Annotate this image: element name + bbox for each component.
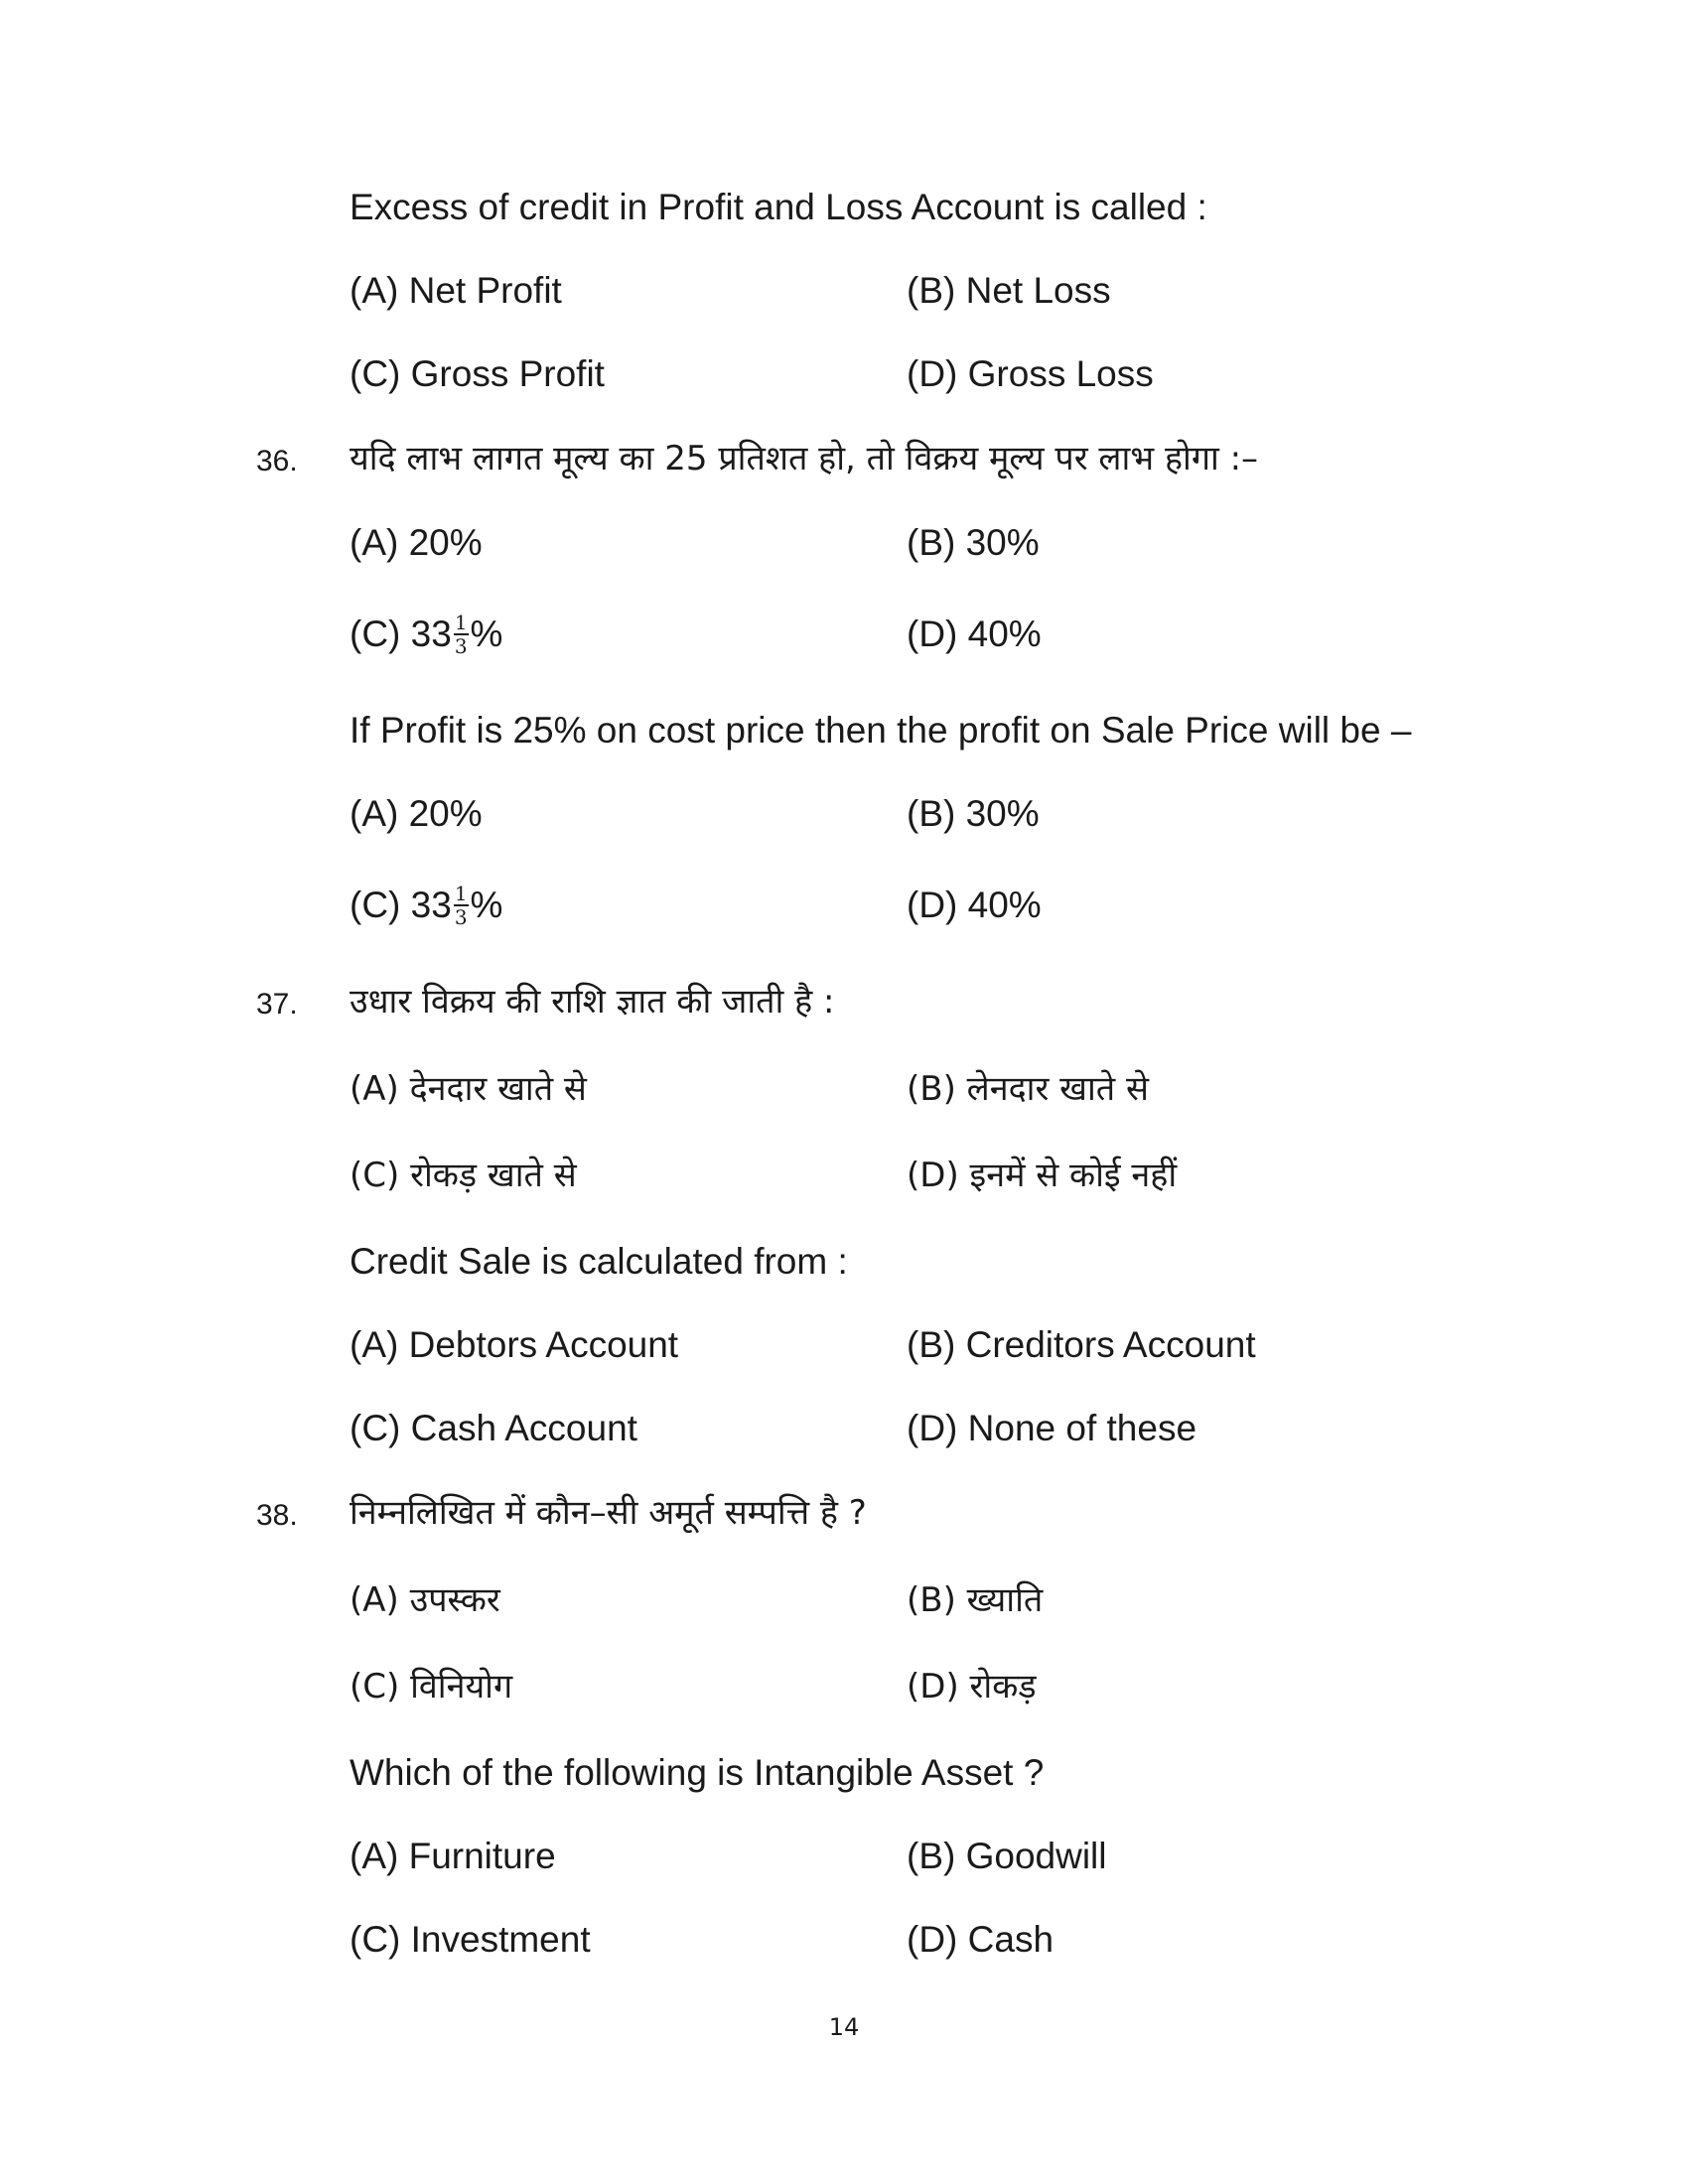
q36-number: 36. xyxy=(256,445,298,478)
q38-option-b-hi: (B) ख्याति xyxy=(907,1580,1044,1620)
q36-question-hi: यदि लाभ लागत मूल्य का 25 प्रतिशत हो, तो विक्रय मूल्य पर लाभ होगा :– xyxy=(350,439,1259,478)
q35-option-a-en: (A) Net Profit xyxy=(350,270,562,311)
q37-option-c-hi: (C) रोकड़ खाते से xyxy=(350,1156,577,1195)
q37-option-c-en: (C) Cash Account xyxy=(350,1408,637,1448)
q38-question-en: Which of the following is Intangible Asset ? xyxy=(350,1752,1045,1793)
q36-option-d-hi: (D) 40% xyxy=(907,614,1042,654)
q37-option-a-en: (A) Debtors Account xyxy=(350,1324,679,1365)
page-number: 14 xyxy=(828,2013,860,2041)
q38-option-b-en: (B) Goodwill xyxy=(907,1836,1107,1876)
q35-question-en: Excess of credit in Profit and Loss Account is called : xyxy=(350,187,1207,227)
q36-question-en: If Profit is 25% on cost price then the profit on Sale Price will be – xyxy=(350,710,1412,751)
q37-option-b-hi: (B) लेनदार खाते से xyxy=(907,1069,1149,1109)
q37-question-hi: उधार विक्रय की राशि ज्ञात की जाती है : xyxy=(350,982,835,1022)
fraction-one-third: $\frac{1}{3}$ xyxy=(454,611,468,659)
q38-option-d-en: (D) Cash xyxy=(907,1919,1055,1960)
q36-option-a-hi: (A) 20% xyxy=(350,522,483,563)
q37-option-d-en: (D) None of these xyxy=(907,1408,1197,1448)
q36-option-c-hi: (C) 33 $\frac{1}{3}$ % xyxy=(350,611,503,659)
q36-option-d-en: (D) 40% xyxy=(907,885,1042,925)
q37-option-b-en: (B) Creditors Account xyxy=(907,1324,1256,1365)
q36-option-a-en: (A) 20% xyxy=(350,793,483,834)
q36-option-c-en: (C) 33 $\frac{1}{3}$ % xyxy=(350,882,503,930)
q36-option-b-hi: (B) 30% xyxy=(907,522,1040,563)
q35-option-d-en: (D) Gross Loss xyxy=(907,353,1154,394)
q37-option-a-hi: (A) देनदार खाते से xyxy=(350,1069,587,1109)
q37-question-en: Credit Sale is calculated from : xyxy=(350,1241,848,1282)
q38-option-c-en: (C) Investment xyxy=(350,1919,591,1960)
fraction-one-third: $\frac{1}{3}$ xyxy=(454,882,468,930)
q38-option-c-hi: (C) विनियोग xyxy=(350,1667,513,1706)
q35-option-b-en: (B) Net Loss xyxy=(907,270,1111,311)
q36-option-b-en: (B) 30% xyxy=(907,793,1040,834)
q38-number: 38. xyxy=(256,1499,298,1532)
q37-option-d-hi: (D) इनमें से कोई नहीं xyxy=(907,1156,1178,1195)
q38-option-d-hi: (D) रोकड़ xyxy=(907,1667,1037,1706)
q38-question-hi: निम्नलिखित में कौन–सी अमूर्त सम्पत्ति है ? xyxy=(350,1493,867,1533)
q35-option-c-en: (C) Gross Profit xyxy=(350,353,605,394)
q38-option-a-hi: (A) उपस्कर xyxy=(350,1580,500,1620)
q37-number: 37. xyxy=(256,988,298,1021)
q38-option-a-en: (A) Furniture xyxy=(350,1836,556,1876)
